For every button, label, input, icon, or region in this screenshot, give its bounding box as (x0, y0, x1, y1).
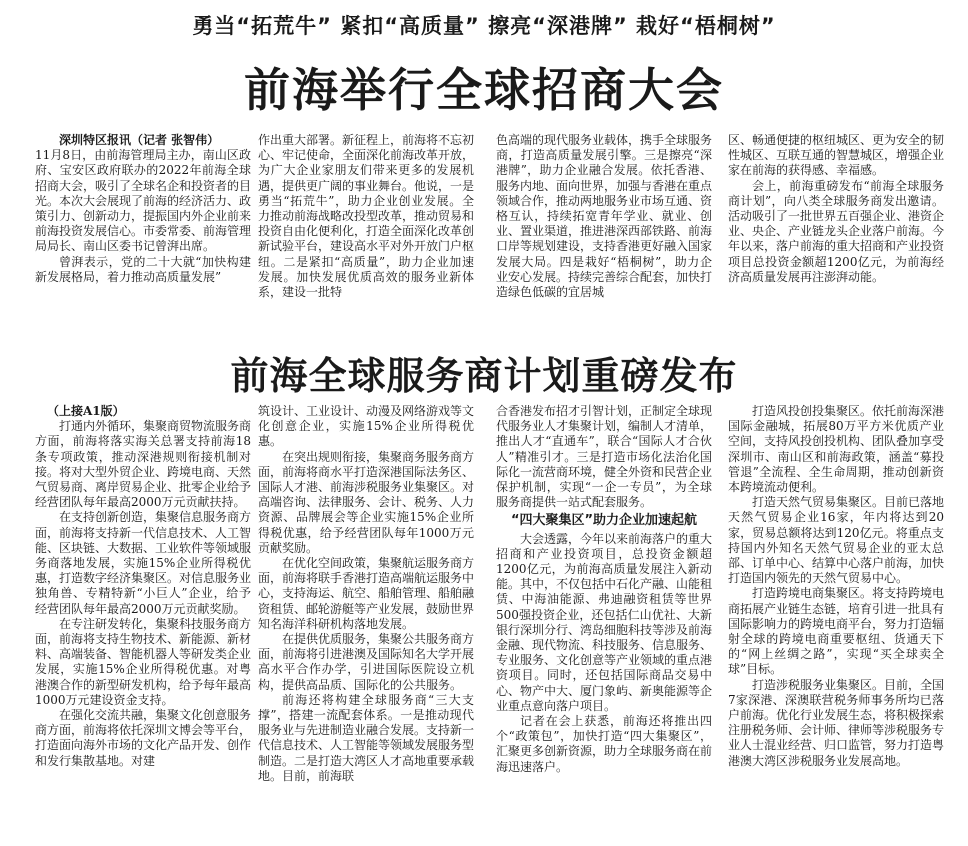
paragraph: 在突出规则衔接，集聚商务服务商方面，前海将商水平打造深港国际法务区、国际人才港、前海涉税服务业集聚区。对高端咨询、法律服务、会计、税务、人力资源、品牌展会等企业实施15%企业所得税优惠，给予经营团队每年1000万元贡献奖励。 (258, 449, 474, 555)
article1-column-1 (35, 133, 251, 329)
paragraph: 前海还将构建全球服务商“三大支撑”，搭建一流配套体系。一是推动现代服务业与先进制造业融合发展。支持新一代信息技术、人工智能等领域发展服务型制造。二是打造大湾区人才高地重要承载地。目前，前海联 (258, 692, 474, 783)
paragraph: 打造跨境电商集聚区。将支持跨境电商拓展产业链生态链，培育引进一批具有国际影响力的跨境电商平台，努力打造辐射全球的跨境电商重要枢纽、货通天下的“网上丝绸之路”，实现“买全球卖全球”目标。 (728, 586, 944, 677)
article2-column-3 (496, 404, 712, 844)
paragraph: 大会透露，今年以来前海落户的重大招商和产业投资项目，总投资金额超1200亿元，为前海高质量发展注入新动能。其中，不仅包括中石化产融、山能租赁、中海油能源、弗迪融资租赁等世界500强投资企业，还包括仁山优社、大新银行深圳分行、湾岛细胞科技等涉及前海金融、现代物流、科技服务、信息服务、专业服务、文化创意等产业领域的重点港资项目。同时，还包括国际商品交易中心、物产中大、厦门象屿、新奥能源等企业重点意向落户项目。 (496, 531, 712, 713)
paragraph: 区、畅通便捷的枢纽城区、更为安全的韧性城区、互联互通的智慧城区，增强企业家在前海的获得感、幸福感。 (728, 133, 944, 178)
subheading: “四大聚集区”助力企业加速起航 (510, 513, 698, 529)
paragraph: 曾湃表示，党的二十大就“加快构建新发展格局，着力推动高质量发展” (35, 254, 251, 284)
article2-column-1 (35, 404, 251, 844)
paragraph: 在支持创新创造，集聚信息服务商方面，前海将支持新一代信息技术、人工智能、区块链、大数据、工业软件等领域服务商落地发展，实施15%企业所得税优惠，打造数字经济集聚区。对信息服务业独角兽、专精特新“小巨人”企业，给予经营团队每年最高2000万元贡献奖励。 (35, 510, 251, 616)
paragraph: 打造天然气贸易集聚区。目前已落地天然气贸易企业16家，年内将达到20家，贸易总额将达到120亿元。将重点支持国内外知名天然气贸易企业的亚太总部、订单中心、结算中心落户前海，加快打造国内领先的天然气贸易中心。 (728, 495, 944, 586)
article-kicker: 勇当“拓荒牛” 紧扣“高质量” 擦亮“深港牌” 栽好“梧桐树” (192, 14, 776, 38)
article2-column-2 (258, 404, 474, 844)
article1-column-4 (728, 133, 944, 329)
paragraph: 在提供优质服务，集聚公共服务商方面，前海将引进港澳及国际知名大学开展高水平合作办学，引进国际医院设立机构，提供高品质、国际化的公共服务。 (258, 632, 474, 692)
paragraph: 记者在会上获悉，前海还将推出四个“政策包”，加快打造“四大集聚区”，汇聚更多创新资源，助力全球服务商在前海迅速落户。 (496, 714, 712, 774)
article-headline-second: 前海全球服务商计划重磅发布 (230, 354, 738, 398)
continued-from-line: （上接A1版） (47, 404, 125, 418)
paragraph: 合香港发布招才引智计划，正制定全球现代服务业人才集聚计划，编制人才清单，推出人才“直通车”，联合“国际人才合伙人”精准引才。三是打造市场化法治化国际化一流营商环境，健全外资和民营企业保护机制，实现“一企一专员”，为全球服务商提供一站式配套服务。 (496, 404, 712, 510)
paragraph: 打通内外循环，集聚商贸物流服务商方面，前海将落实海关总署支持前海18条专项政策，推动深港规则衔接机制对接。将对大型外贸企业、跨境电商、天然气贸易商、离岸贸易企业、批零企业给予经营团队每年最高2000万元贡献扶持。 (35, 419, 251, 510)
paragraph: 打造风投创投集聚区。依托前海深港国际金融城，拓展80万平方米优质产业空间，支持风投创投机构、团队叠加享受深圳市、南山区和前海政策，涵盖“募投管退”全流程、全生命周期，推动创新资本跨境流动便利。 (728, 404, 944, 495)
article1-column-2 (258, 133, 474, 329)
paragraph: 色高端的现代服务业载体，携手全球服务商，打造高质量发展引擎。三是擦亮“深港牌”，助力企业融合发展。依托香港、服务内地、面向世界，加强与香港在重点领域合作，推动两地服务业市场互通、资格互认，持续拓宽青年学业、就业、创业、置业渠道，推进港深西部铁路、前海口岸等规划建设，支持香港更好融入国家发展大局。四是栽好“梧桐树”，助力企业安心发展。持续完善综合配套，加快打造绿色低碳的宜居城 (496, 133, 712, 300)
article-headline-main: 前海举行全球招商大会 (244, 63, 724, 117)
paragraph: 在强化交流共融，集聚文化创意服务商方面，前海将依托深圳文博会等平台，打造面向海外市场的文化产品开发、创作和发行集散基地。对建 (35, 708, 251, 768)
paragraph: 11月8日，由前海管理局主办，南山区政府、宝安区政府联办的2022年前海全球招商大会，吸引了全球名企和投资者的目光。本次大会展现了前海的经济活力、政策引力、创新动力，提振国内外企业前来前海投资发展信心。市委常委、前海管理局局长、南山区委书记曾湃出席。 (35, 148, 251, 254)
byline: 深圳特区报讯（记者 张智伟） (59, 133, 220, 147)
paragraph: 在专注研发转化，集聚科技服务商方面，前海将支持生物技术、新能源、新材料、高端装备、智能机器人等研发类企业发展，实施15%企业所得税优惠。对粤港澳合作的新型研发机构，给予每年最高1000万元建设资金支持。 (35, 616, 251, 707)
paragraph: 会上，前海重磅发布“前海全球服务商计划”，向八类全球服务商发出邀请。活动吸引了一批世界五百强企业、港资企业、央企、产业链龙头企业落户前海。今年以来，落户前海的重大招商和产业投资项目总投资金额超1200亿元，为前海经济高质量发展再注澎湃动能。 (728, 178, 944, 284)
paragraph: 筑设计、工业设计、动漫及网络游戏等文化创意企业，实施15%企业所得税优惠。 (258, 404, 474, 449)
paragraph: 打造涉税服务业集聚区。目前，全国7家深港、深澳联营税务师事务所均已落户前海。优化行业发展生态，将积极探索注册税务师、会计师、律师等涉税服务专业人士混业经营、归口监管，努力打造粤港澳大湾区涉税服务业发展高地。 (728, 677, 944, 768)
article2-column-4 (728, 404, 944, 844)
paragraph: 作出重大部署。新征程上，前海将不忘初心、牢记使命，全面深化前海改革开放，为广大企业家朋友们带来更多的发展机遇，提供更广阔的事业舞台。他说，一是勇当“拓荒牛”，助力企业创业发展。全力推动前海战略改投型改革，推动贸易和投资自由化便利化，打造全面深化改革创新试验平台，建设高水平对外开放门户枢纽。二是紧扣“高质量”，助力企业加速发展。加快发展优质高效的服务业新体系，建设一批特 (258, 133, 474, 300)
paragraph: 在优化空间政策，集聚航运服务商方面，前海将联手香港打造高端航运服务中心，支持海运、航空、船舶管理、船舶融资租赁、邮轮游艇等产业发展，鼓励世界知名海洋科研机构落地发展。 (258, 556, 474, 631)
article1-column-3 (496, 133, 712, 329)
